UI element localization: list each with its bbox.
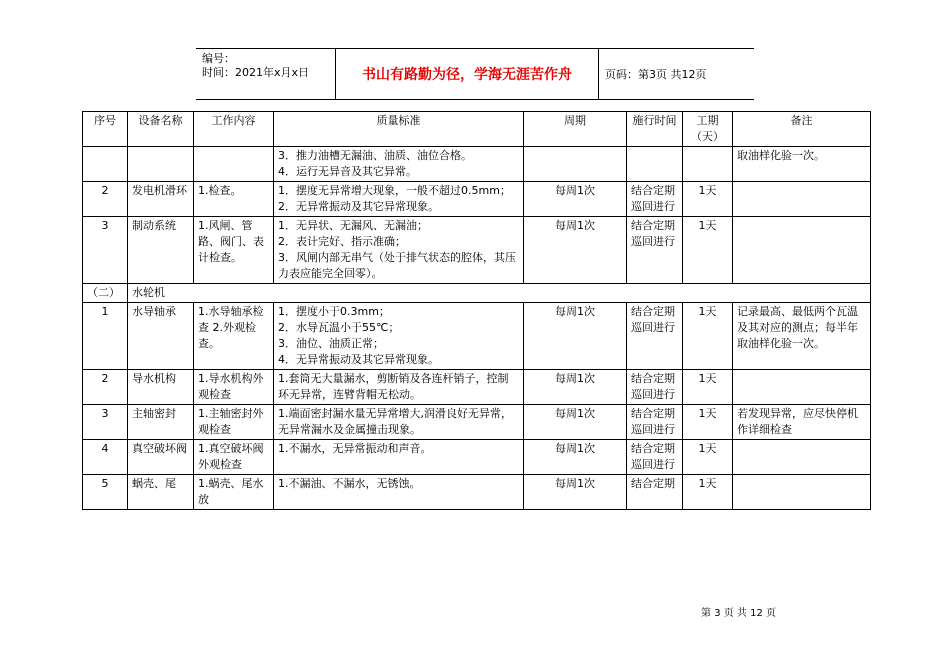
standard-item: 1.端面密封漏水量无异常增大,润滑良好无异常，无异常漏水及金属撞击现象。 [278, 407, 512, 436]
duration-days: 1天 [683, 303, 733, 370]
remark [733, 217, 871, 284]
cycle: 每周1次 [524, 440, 627, 475]
duration-days: 1天 [683, 405, 733, 440]
execution-time: 结合定期巡回进行 [627, 370, 683, 405]
work-content: 1.水导轴承检查 2.外观检查。 [194, 303, 274, 370]
execution-time: 结合定期巡回进行 [627, 182, 683, 217]
duration-days [683, 147, 733, 182]
column-header: 序号 [83, 112, 128, 147]
duration-days: 1天 [683, 440, 733, 475]
remark [733, 440, 871, 475]
execution-time [627, 147, 683, 182]
standard-item: 4．运行无异音及其它异常。 [278, 165, 417, 178]
standard-item: 2．表计完好、指示准确； [278, 235, 406, 248]
equipment-name [128, 147, 194, 182]
cycle: 每周1次 [524, 303, 627, 370]
column-header: 工期（天） [683, 112, 733, 147]
equipment-name: 水导轴承 [128, 303, 194, 370]
remark [733, 182, 871, 217]
header-page-info: 页码：第3页 共12页 [605, 68, 707, 81]
row-number: 5 [83, 475, 128, 510]
equipment-name: 制动系统 [128, 217, 194, 284]
execution-time: 结合定期巡回进行 [627, 303, 683, 370]
equipment-name: 主轴密封 [128, 405, 194, 440]
row-number: 2 [83, 370, 128, 405]
column-header: 备注 [733, 112, 871, 147]
row-number: 1 [83, 303, 128, 370]
maintenance-table [82, 111, 871, 510]
table-row [83, 475, 871, 510]
quality-standard [274, 475, 524, 510]
equipment-name: 发电机滑环 [128, 182, 194, 217]
quality-standard [274, 405, 524, 440]
standard-item: 3．风闸内部无串气（处于排气状态的腔体，其压力表应能完全回零）。 [278, 251, 516, 280]
standard-item: 1.套筒无大量漏水，剪断销及各连杆销子，控制环无异常，连臂背帽无松动。 [278, 372, 509, 401]
row-number: 2 [83, 182, 128, 217]
standard-item: 1．无异状、无漏风、无漏油； [278, 219, 428, 232]
section-number: （二） [83, 284, 128, 303]
quality-standard [274, 370, 524, 405]
remark: 记录最高、最低两个瓦温及其对应的测点；每半年取油样化验一次。 [733, 303, 871, 370]
quality-standard [274, 182, 524, 217]
section-row [83, 284, 871, 303]
table-row [83, 217, 871, 284]
header-row [83, 112, 871, 147]
row-number: 3 [83, 405, 128, 440]
table-row [83, 440, 871, 475]
work-content [194, 147, 274, 182]
cycle [524, 147, 627, 182]
header-motto: 书山有路勤为径，学海无涯苦作舟 [336, 49, 599, 99]
quality-standard [274, 303, 524, 370]
section-title: 水轮机 [128, 284, 871, 303]
execution-time: 结合定期 [627, 475, 683, 510]
standard-item: 3．油位、油质正常； [278, 337, 384, 350]
remark: 若发现异常，应尽快停机作详细检查 [733, 405, 871, 440]
standard-item: 4．无异常振动及其它异常现象。 [278, 353, 439, 366]
standard-item: 2．无异常振动及其它异常现象。 [278, 200, 439, 213]
execution-time: 结合定期巡回进行 [627, 405, 683, 440]
column-header: 周期 [524, 112, 627, 147]
page-header [196, 48, 754, 100]
cycle: 每周1次 [524, 182, 627, 217]
duration-days: 1天 [683, 475, 733, 510]
work-content: 1.蜗壳、尾水放 [194, 475, 274, 510]
row-number: 3 [83, 217, 128, 284]
remark: 取油样化验一次。 [733, 147, 871, 182]
column-header: 施行时间 [627, 112, 683, 147]
header-info [196, 49, 336, 99]
work-content: 1.检查。 [194, 182, 274, 217]
standard-item: 1．摆度小于0.3mm； [278, 305, 390, 318]
duration-days: 1天 [683, 182, 733, 217]
equipment-name: 蜗壳、尾 [128, 475, 194, 510]
standard-item: 1.不漏水，无异常振动和声音。 [278, 442, 432, 455]
remark [733, 475, 871, 510]
quality-standard [274, 440, 524, 475]
work-content: 1.真空破坏阀外观检查 [194, 440, 274, 475]
equipment-name: 导水机构 [128, 370, 194, 405]
equipment-name: 真空破坏阀 [128, 440, 194, 475]
document-date: 时间：2021年x月x日 [202, 66, 310, 79]
duration-days: 1天 [683, 217, 733, 284]
document-number-label: 编号： [202, 52, 235, 65]
execution-time: 结合定期巡回进行 [627, 440, 683, 475]
remark [733, 370, 871, 405]
column-header: 设备名称 [128, 112, 194, 147]
work-content: 1.导水机构外观检查 [194, 370, 274, 405]
table-row [83, 182, 871, 217]
row-number: 4 [83, 440, 128, 475]
standard-item: 3．推力油槽无漏油、油质、油位合格。 [278, 149, 472, 162]
cycle: 每周1次 [524, 405, 627, 440]
execution-time: 结合定期巡回进行 [627, 217, 683, 284]
duration-days: 1天 [683, 370, 733, 405]
standard-item: 2．水导瓦温小于55℃； [278, 321, 400, 334]
column-header: 质量标准 [274, 112, 524, 147]
column-header: 工作内容 [194, 112, 274, 147]
row-number [83, 147, 128, 182]
table-row [83, 147, 871, 182]
standard-item: 1.不漏油、不漏水，无锈蚀。 [278, 477, 421, 490]
cycle: 每周1次 [524, 475, 627, 510]
table-row [83, 370, 871, 405]
standard-item: 1．摆度无异常增大现象，一般不超过0.5mm； [278, 184, 511, 197]
work-content: 1.风闸、管路、阀门、表计检查。 [194, 217, 274, 284]
work-content: 1.主轴密封外观检查 [194, 405, 274, 440]
table-row [83, 405, 871, 440]
cycle: 每周1次 [524, 217, 627, 284]
page-footer: 第 3 页 共 12 页 [701, 608, 776, 619]
quality-standard [274, 147, 524, 182]
cycle: 每周1次 [524, 370, 627, 405]
quality-standard [274, 217, 524, 284]
table-row [83, 303, 871, 370]
